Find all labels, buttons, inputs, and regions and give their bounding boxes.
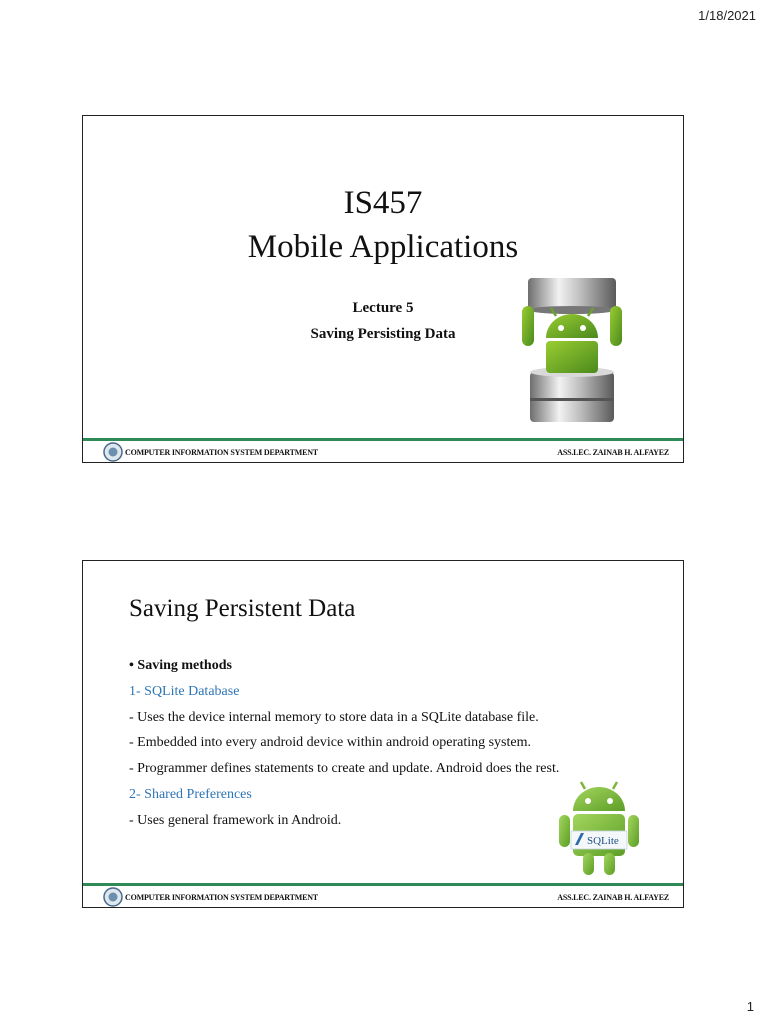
course-code: IS457 xyxy=(343,185,423,221)
lecture-number: Lecture 5 xyxy=(352,300,414,316)
sqlite-line: - Uses the device internal memory to store data in a SQLite database file. xyxy=(129,709,539,725)
shared-preferences-line: - Uses general framework in Android. xyxy=(129,812,342,828)
method-sqlite-title: 1- SQLite Database xyxy=(129,683,240,699)
slide-saving-persistent-data xyxy=(82,560,684,908)
footer-department: COMPUTER INFORMATION SYSTEM DEPARTMENT xyxy=(125,448,318,457)
footer-lecturer: ASS.LEC. ZAINAB H. ALFAYEZ xyxy=(557,448,669,457)
page-number: 1 xyxy=(746,999,754,1014)
department-logo-icon xyxy=(103,887,123,907)
method-shared-preferences-title: 2- Shared Preferences xyxy=(129,786,252,802)
slide-heading: Saving Persistent Data xyxy=(129,595,356,622)
sqlite-line: - Embedded into every android device within android operating system. xyxy=(129,735,532,751)
slide-title xyxy=(82,115,684,463)
lecture-subtitle: Saving Persisting Data xyxy=(310,326,456,342)
sqlite-line: - Programmer defines statements to create and update. Android does the rest. xyxy=(129,761,560,777)
print-date: 1/18/2021 xyxy=(698,8,756,23)
footer-lecturer: ASS.LEC. ZAINAB H. ALFAYEZ xyxy=(557,893,669,902)
bullet-saving-methods: • Saving methods xyxy=(129,658,232,673)
course-title: Mobile Applications xyxy=(247,229,519,265)
android-sqlite-icon xyxy=(551,781,647,877)
footer-divider xyxy=(83,438,683,441)
footer-department: COMPUTER INFORMATION SYSTEM DEPARTMENT xyxy=(125,893,318,902)
slide-body xyxy=(129,653,559,834)
department-logo-icon xyxy=(103,442,123,462)
sqlite-label: SQLite xyxy=(587,835,619,847)
android-database-icon xyxy=(516,276,626,424)
footer-divider xyxy=(83,883,683,886)
